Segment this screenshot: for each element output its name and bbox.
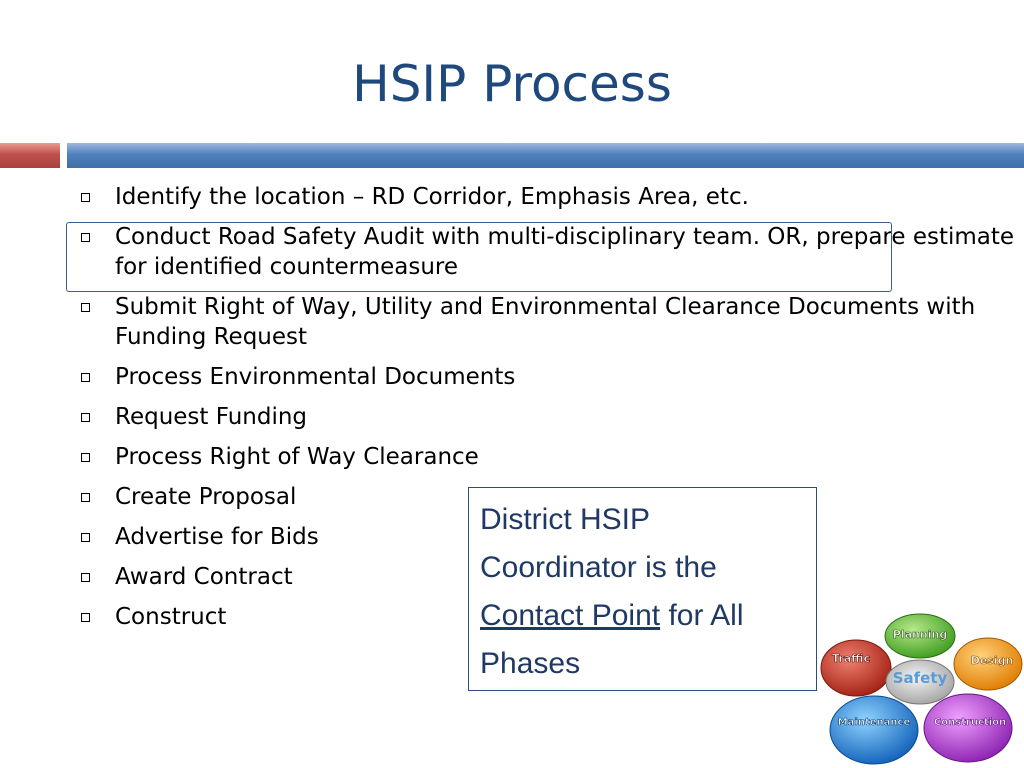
puzzle-label-construction: Construction — [933, 717, 1007, 728]
list-item-text: Create Proposal — [115, 484, 297, 510]
list-item — [78, 292, 1018, 352]
puzzle-label-design: Design — [970, 654, 1014, 667]
accent-bar-red — [0, 143, 60, 168]
puzzle-piece-maintenance — [830, 696, 918, 764]
puzzle-label-safety: Safety — [892, 669, 948, 687]
square-bullet-icon — [81, 413, 90, 422]
list-item-text: Identify the location – RD Corridor, Emphasis Area, etc. — [115, 184, 749, 210]
square-bullet-icon — [81, 573, 90, 582]
square-bullet-icon — [81, 373, 90, 382]
contact-point-link[interactable]: Contact Point — [480, 599, 661, 632]
safety-puzzle-graphic — [818, 610, 1024, 768]
square-bullet-icon — [81, 493, 90, 502]
callout-text: District HSIP Coordinator is the — [480, 503, 717, 584]
puzzle-label-planning: Planning — [892, 628, 948, 641]
list-item-text: Submit Right of Way, Utility and Environmental Clearance Documents with Funding Request — [115, 294, 976, 350]
square-bullet-icon — [81, 533, 90, 542]
list-item-text: Conduct Road Safety Audit with multi-disciplinary team. OR, prepare estimate for identified countermeasure — [115, 224, 1015, 280]
slide-title: HSIP Process — [352, 55, 672, 113]
list-item — [78, 442, 1018, 472]
list-item — [78, 362, 1018, 392]
square-bullet-icon — [81, 303, 90, 312]
accent-bar-blue — [67, 143, 1024, 168]
puzzle-piece-construction — [924, 694, 1012, 762]
square-bullet-icon — [81, 613, 90, 622]
puzzle-piece-traffic — [821, 640, 891, 696]
puzzle-label-traffic: Traffic — [832, 652, 870, 665]
square-bullet-icon — [81, 193, 90, 202]
list-item-text: Construct — [115, 604, 227, 630]
list-item-text: Process Right of Way Clearance — [115, 444, 479, 470]
callout-box — [468, 487, 817, 691]
highlight-box — [66, 222, 892, 292]
list-item-text: Process Environmental Documents — [115, 364, 516, 390]
list-item-text: Request Funding — [115, 404, 308, 430]
list-item-text: Award Contract — [115, 564, 293, 590]
list-item-text: Advertise for Bids — [115, 524, 319, 550]
square-bullet-icon — [81, 453, 90, 462]
puzzle-label-maintenance: Maintenance — [837, 717, 911, 728]
list-item — [78, 182, 1018, 212]
callout-text-end: for All Phases — [480, 599, 744, 680]
list-item — [78, 402, 1018, 432]
